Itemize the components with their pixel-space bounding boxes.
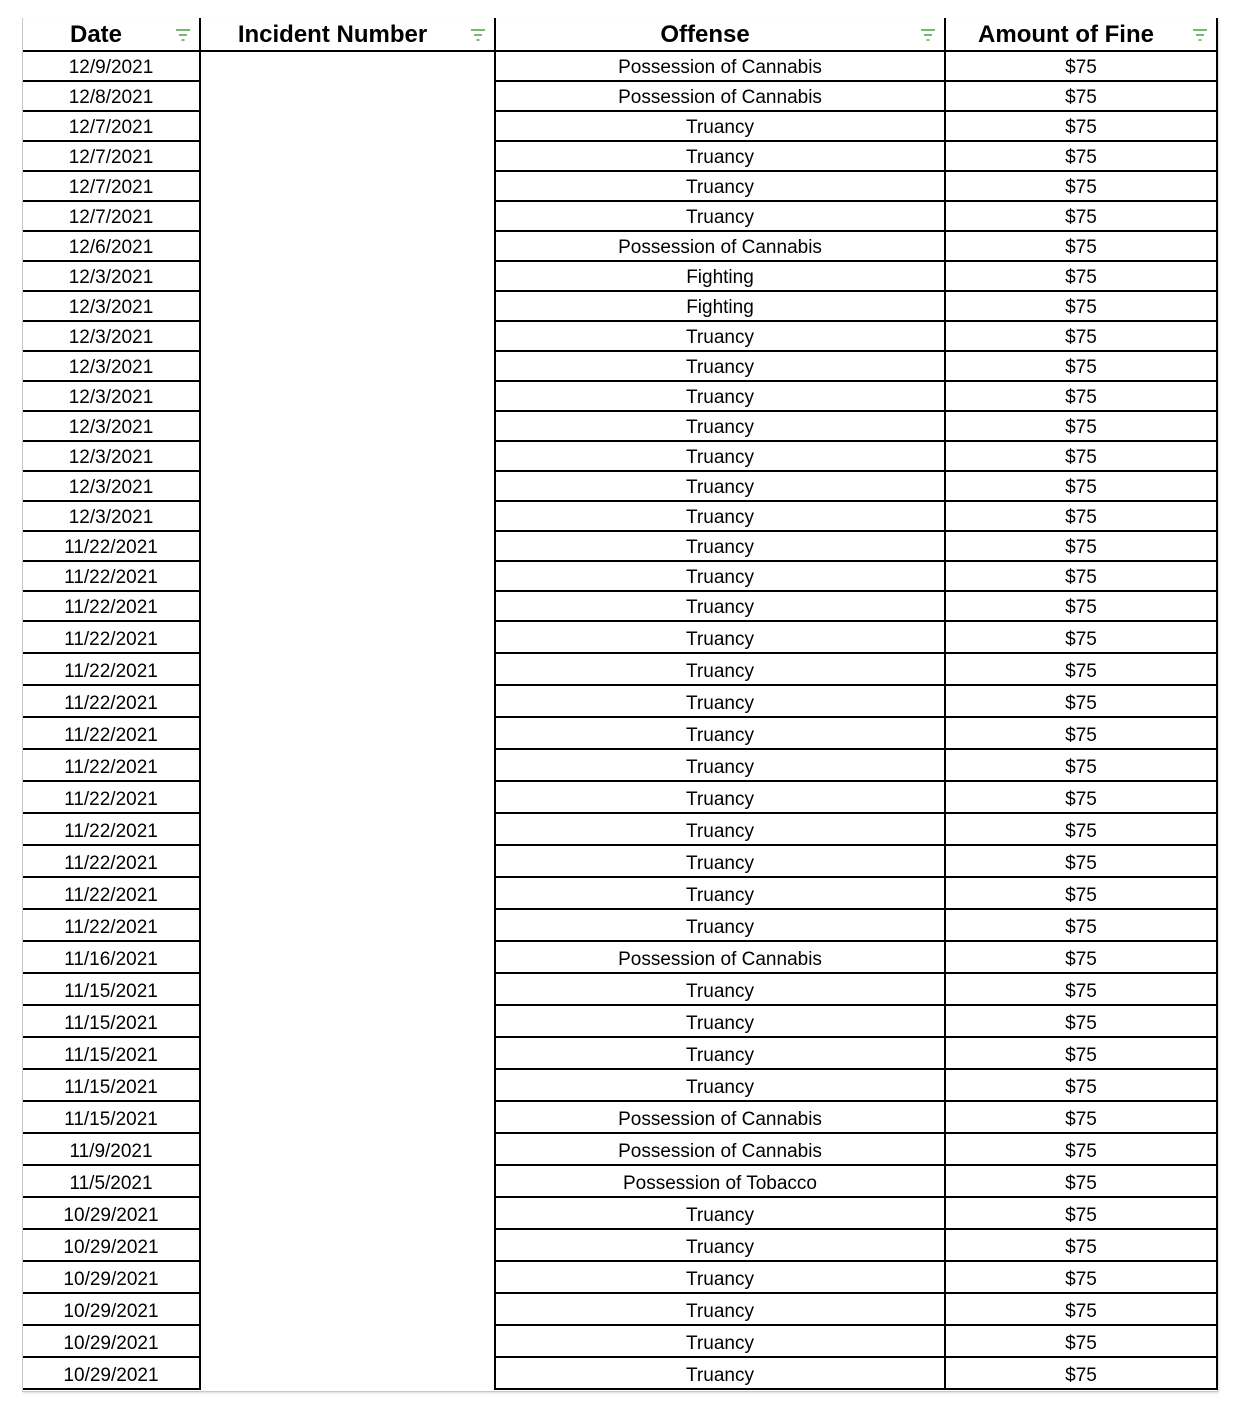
date-cell[interactable]: 12/3/2021 [23, 261, 200, 291]
column-header-label: Amount of Fine [978, 21, 1154, 48]
header-row [23, 18, 1217, 51]
incident-number-cell[interactable] [200, 81, 495, 111]
date-cell[interactable]: 12/3/2021 [23, 441, 200, 471]
incident-number-cell[interactable] [200, 231, 495, 261]
offense-cell[interactable]: Truancy [495, 1005, 945, 1037]
table-row [23, 1037, 1217, 1069]
table-row [23, 111, 1217, 141]
offense-cell[interactable]: Truancy [495, 685, 945, 717]
date-cell[interactable]: 11/22/2021 [23, 749, 200, 781]
amount-cell[interactable]: $75 [945, 1069, 1217, 1101]
offense-cell[interactable]: Truancy [495, 321, 945, 351]
offense-cell[interactable]: Truancy [495, 141, 945, 171]
date-cell[interactable]: 11/22/2021 [23, 531, 200, 561]
incident-number-cell[interactable] [200, 1133, 495, 1165]
offense-cell[interactable]: Possession of Cannabis [495, 51, 945, 81]
offense-cell[interactable]: Truancy [495, 591, 945, 621]
amount-cell[interactable]: $75 [945, 845, 1217, 877]
amount-cell[interactable]: $75 [945, 1101, 1217, 1133]
incident-number-cell[interactable] [200, 171, 495, 201]
table-row [23, 749, 1217, 781]
offense-cell[interactable]: Truancy [495, 441, 945, 471]
offense-cell[interactable]: Truancy [495, 1197, 945, 1229]
incident-number-cell[interactable] [200, 381, 495, 411]
column-header-label: Offense [660, 21, 750, 48]
offense-cell[interactable]: Truancy [495, 717, 945, 749]
table-row [23, 351, 1217, 381]
incident-number-cell[interactable] [200, 1197, 495, 1229]
incident-number-cell[interactable] [200, 717, 495, 749]
incident-number-cell[interactable] [200, 1101, 495, 1133]
table-row [23, 321, 1217, 351]
amount-cell[interactable]: $75 [945, 1229, 1217, 1261]
spreadsheet [22, 18, 1218, 1392]
incident-number-cell[interactable] [200, 321, 495, 351]
incident-number-cell[interactable] [200, 51, 495, 81]
table-row [23, 561, 1217, 591]
table-row [23, 441, 1217, 471]
amount-cell[interactable]: $75 [945, 781, 1217, 813]
incident-number-cell[interactable] [200, 1069, 495, 1101]
offense-cell[interactable]: Possession of Cannabis [495, 941, 945, 973]
offense-cell[interactable]: Truancy [495, 813, 945, 845]
filter-icon[interactable] [920, 28, 936, 42]
date-cell[interactable]: 11/22/2021 [23, 845, 200, 877]
offense-cell[interactable]: Possession of Cannabis [495, 1101, 945, 1133]
table-row [23, 591, 1217, 621]
offense-cell[interactable]: Possession of Cannabis [495, 1133, 945, 1165]
table-row [23, 973, 1217, 1005]
date-cell[interactable]: 12/3/2021 [23, 471, 200, 501]
table-row [23, 909, 1217, 941]
table-row [23, 1197, 1217, 1229]
incident-number-cell[interactable] [200, 201, 495, 231]
table-row [23, 1229, 1217, 1261]
incident-number-cell[interactable] [200, 845, 495, 877]
offense-cell[interactable]: Truancy [495, 1325, 945, 1357]
date-cell[interactable]: 10/29/2021 [23, 1229, 200, 1261]
offense-cell[interactable]: Truancy [495, 845, 945, 877]
amount-cell[interactable]: $75 [945, 877, 1217, 909]
table-row [23, 717, 1217, 749]
offense-cell[interactable]: Truancy [495, 973, 945, 1005]
amount-cell[interactable]: $75 [945, 813, 1217, 845]
incident-number-cell[interactable] [200, 501, 495, 531]
date-cell[interactable]: 11/22/2021 [23, 685, 200, 717]
amount-cell[interactable]: $75 [945, 941, 1217, 973]
incident-number-cell[interactable] [200, 653, 495, 685]
offense-cell[interactable]: Truancy [495, 1037, 945, 1069]
date-cell[interactable]: 12/3/2021 [23, 381, 200, 411]
offense-cell[interactable]: Truancy [495, 877, 945, 909]
amount-cell[interactable]: $75 [945, 201, 1217, 231]
incident-number-cell[interactable] [200, 813, 495, 845]
amount-cell[interactable]: $75 [945, 141, 1217, 171]
amount-cell[interactable]: $75 [945, 1133, 1217, 1165]
date-cell[interactable]: 11/22/2021 [23, 717, 200, 749]
incident-number-cell[interactable] [200, 411, 495, 441]
incident-number-cell[interactable] [200, 1293, 495, 1325]
amount-cell[interactable]: $75 [945, 621, 1217, 653]
table-row [23, 201, 1217, 231]
date-cell[interactable]: 12/3/2021 [23, 501, 200, 531]
offense-cell[interactable]: Truancy [495, 561, 945, 591]
date-cell[interactable]: 12/3/2021 [23, 321, 200, 351]
offense-cell[interactable]: Possession of Cannabis [495, 81, 945, 111]
table-row [23, 81, 1217, 111]
table-row [23, 845, 1217, 877]
incident-number-cell[interactable] [200, 561, 495, 591]
table-row [23, 471, 1217, 501]
incident-number-cell[interactable] [200, 291, 495, 321]
date-cell[interactable]: 11/22/2021 [23, 591, 200, 621]
incident-number-cell[interactable] [200, 591, 495, 621]
offense-cell[interactable]: Truancy [495, 531, 945, 561]
date-cell[interactable]: 10/29/2021 [23, 1293, 200, 1325]
incident-number-cell[interactable] [200, 781, 495, 813]
table-row [23, 685, 1217, 717]
date-cell[interactable]: 11/16/2021 [23, 941, 200, 973]
offense-cell[interactable]: Truancy [495, 1261, 945, 1293]
offense-cell[interactable]: Truancy [495, 201, 945, 231]
offense-cell[interactable]: Truancy [495, 621, 945, 653]
offense-cell[interactable]: Truancy [495, 351, 945, 381]
date-cell[interactable]: 11/5/2021 [23, 1165, 200, 1197]
amount-cell[interactable]: $75 [945, 381, 1217, 411]
incident-number-cell[interactable] [200, 1037, 495, 1069]
offense-cell[interactable]: Truancy [495, 653, 945, 685]
date-cell[interactable]: 12/7/2021 [23, 111, 200, 141]
table-body [23, 51, 1217, 1389]
offense-cell[interactable]: Truancy [495, 1357, 945, 1389]
column-header-date[interactable] [23, 18, 200, 51]
table-row [23, 941, 1217, 973]
table-row [23, 501, 1217, 531]
amount-cell[interactable]: $75 [945, 1357, 1217, 1389]
date-cell[interactable]: 12/6/2021 [23, 231, 200, 261]
date-cell[interactable]: 11/15/2021 [23, 1037, 200, 1069]
amount-cell[interactable]: $75 [945, 441, 1217, 471]
offense-cell[interactable]: Truancy [495, 1229, 945, 1261]
table-row [23, 781, 1217, 813]
incident-number-cell[interactable] [200, 141, 495, 171]
amount-cell[interactable]: $75 [945, 171, 1217, 201]
column-header-label: Incident Number [237, 21, 428, 48]
offense-cell[interactable]: Truancy [495, 471, 945, 501]
date-cell[interactable]: 10/29/2021 [23, 1197, 200, 1229]
incident-number-cell[interactable] [200, 973, 495, 1005]
offense-cell[interactable]: Truancy [495, 171, 945, 201]
incident-number-cell[interactable] [200, 1325, 495, 1357]
date-cell[interactable]: 11/9/2021 [23, 1133, 200, 1165]
amount-cell[interactable]: $75 [945, 685, 1217, 717]
amount-cell[interactable]: $75 [945, 1037, 1217, 1069]
amount-cell[interactable]: $75 [945, 1165, 1217, 1197]
amount-cell[interactable]: $75 [945, 231, 1217, 261]
fines-table [23, 18, 1218, 1390]
offense-cell[interactable]: Truancy [495, 111, 945, 141]
incident-number-cell[interactable] [200, 351, 495, 381]
filter-icon[interactable] [470, 28, 486, 42]
date-cell[interactable]: 12/7/2021 [23, 201, 200, 231]
incident-number-cell[interactable] [200, 749, 495, 781]
amount-cell[interactable]: $75 [945, 531, 1217, 561]
incident-number-cell[interactable] [200, 441, 495, 471]
incident-number-cell[interactable] [200, 111, 495, 141]
amount-cell[interactable]: $75 [945, 1325, 1217, 1357]
date-cell[interactable]: 11/15/2021 [23, 1069, 200, 1101]
date-cell[interactable]: 11/22/2021 [23, 781, 200, 813]
offense-cell[interactable]: Truancy [495, 749, 945, 781]
amount-cell[interactable]: $75 [945, 1293, 1217, 1325]
amount-cell[interactable]: $75 [945, 717, 1217, 749]
table-row [23, 261, 1217, 291]
table-row [23, 1005, 1217, 1037]
incident-number-cell[interactable] [200, 261, 495, 291]
table-row [23, 291, 1217, 321]
incident-number-cell[interactable] [200, 1357, 495, 1389]
amount-cell[interactable]: $75 [945, 653, 1217, 685]
date-cell[interactable]: 11/22/2021 [23, 909, 200, 941]
amount-cell[interactable]: $75 [945, 321, 1217, 351]
incident-number-cell[interactable] [200, 909, 495, 941]
incident-number-cell[interactable] [200, 1005, 495, 1037]
offense-cell[interactable]: Fighting [495, 291, 945, 321]
incident-number-cell[interactable] [200, 941, 495, 973]
table-row [23, 1165, 1217, 1197]
table-row [23, 141, 1217, 171]
table-row [23, 813, 1217, 845]
amount-cell[interactable]: $75 [945, 471, 1217, 501]
date-cell[interactable]: 11/15/2021 [23, 973, 200, 1005]
column-header-offense[interactable] [495, 18, 945, 51]
incident-number-cell[interactable] [200, 471, 495, 501]
date-cell[interactable]: 11/22/2021 [23, 653, 200, 685]
date-cell[interactable]: 10/29/2021 [23, 1357, 200, 1389]
date-cell[interactable]: 10/29/2021 [23, 1261, 200, 1293]
incident-number-cell[interactable] [200, 685, 495, 717]
amount-cell[interactable]: $75 [945, 501, 1217, 531]
amount-cell[interactable]: $75 [945, 749, 1217, 781]
offense-cell[interactable]: Fighting [495, 261, 945, 291]
table-row [23, 51, 1217, 81]
table-row [23, 1261, 1217, 1293]
table-row [23, 411, 1217, 441]
amount-cell[interactable]: $75 [945, 973, 1217, 1005]
incident-number-cell[interactable] [200, 621, 495, 653]
incident-number-cell[interactable] [200, 1165, 495, 1197]
table-row [23, 381, 1217, 411]
date-cell[interactable]: 12/7/2021 [23, 171, 200, 201]
date-cell[interactable]: 12/9/2021 [23, 51, 200, 81]
date-cell[interactable]: 12/7/2021 [23, 141, 200, 171]
column-header-amount-of-fine[interactable] [945, 18, 1217, 51]
offense-cell[interactable]: Possession of Cannabis [495, 231, 945, 261]
date-cell[interactable]: 12/3/2021 [23, 291, 200, 321]
table-row [23, 1357, 1217, 1389]
table-row [23, 531, 1217, 561]
incident-number-cell[interactable] [200, 877, 495, 909]
date-cell[interactable]: 11/22/2021 [23, 813, 200, 845]
date-cell[interactable]: 12/3/2021 [23, 411, 200, 441]
incident-number-cell[interactable] [200, 531, 495, 561]
table-row [23, 653, 1217, 685]
amount-cell[interactable]: $75 [945, 51, 1217, 81]
date-cell[interactable]: 11/22/2021 [23, 561, 200, 591]
amount-cell[interactable]: $75 [945, 591, 1217, 621]
date-cell[interactable]: 11/22/2021 [23, 621, 200, 653]
date-cell[interactable]: 12/8/2021 [23, 81, 200, 111]
date-cell[interactable]: 10/29/2021 [23, 1325, 200, 1357]
column-header-incident-number[interactable] [200, 18, 495, 51]
date-cell[interactable]: 12/3/2021 [23, 351, 200, 381]
date-cell[interactable]: 11/15/2021 [23, 1101, 200, 1133]
amount-cell[interactable]: $75 [945, 1005, 1217, 1037]
amount-cell[interactable]: $75 [945, 261, 1217, 291]
table-row [23, 171, 1217, 201]
incident-number-cell[interactable] [200, 1261, 495, 1293]
offense-cell[interactable]: Possession of Tobacco [495, 1165, 945, 1197]
amount-cell[interactable]: $75 [945, 351, 1217, 381]
date-cell[interactable]: 11/22/2021 [23, 877, 200, 909]
table-row [23, 877, 1217, 909]
column-header-label: Date [69, 21, 123, 48]
amount-cell[interactable]: $75 [945, 291, 1217, 321]
incident-number-cell[interactable] [200, 1229, 495, 1261]
amount-cell[interactable]: $75 [945, 909, 1217, 941]
offense-cell[interactable]: Truancy [495, 1293, 945, 1325]
offense-cell[interactable]: Truancy [495, 501, 945, 531]
table-row [23, 1293, 1217, 1325]
amount-cell[interactable]: $75 [945, 411, 1217, 441]
offense-cell[interactable]: Truancy [495, 909, 945, 941]
offense-cell[interactable]: Truancy [495, 381, 945, 411]
amount-cell[interactable]: $75 [945, 111, 1217, 141]
table-row [23, 1325, 1217, 1357]
table-row [23, 1101, 1217, 1133]
amount-cell[interactable]: $75 [945, 561, 1217, 591]
filter-icon[interactable] [175, 28, 191, 42]
amount-cell[interactable]: $75 [945, 81, 1217, 111]
offense-cell[interactable]: Truancy [495, 1069, 945, 1101]
filter-icon[interactable] [1192, 28, 1208, 42]
table-row [23, 231, 1217, 261]
table-row [23, 1069, 1217, 1101]
offense-cell[interactable]: Truancy [495, 781, 945, 813]
table-row [23, 1133, 1217, 1165]
amount-cell[interactable]: $75 [945, 1261, 1217, 1293]
date-cell[interactable]: 11/15/2021 [23, 1005, 200, 1037]
table-row [23, 621, 1217, 653]
offense-cell[interactable]: Truancy [495, 411, 945, 441]
amount-cell[interactable]: $75 [945, 1197, 1217, 1229]
